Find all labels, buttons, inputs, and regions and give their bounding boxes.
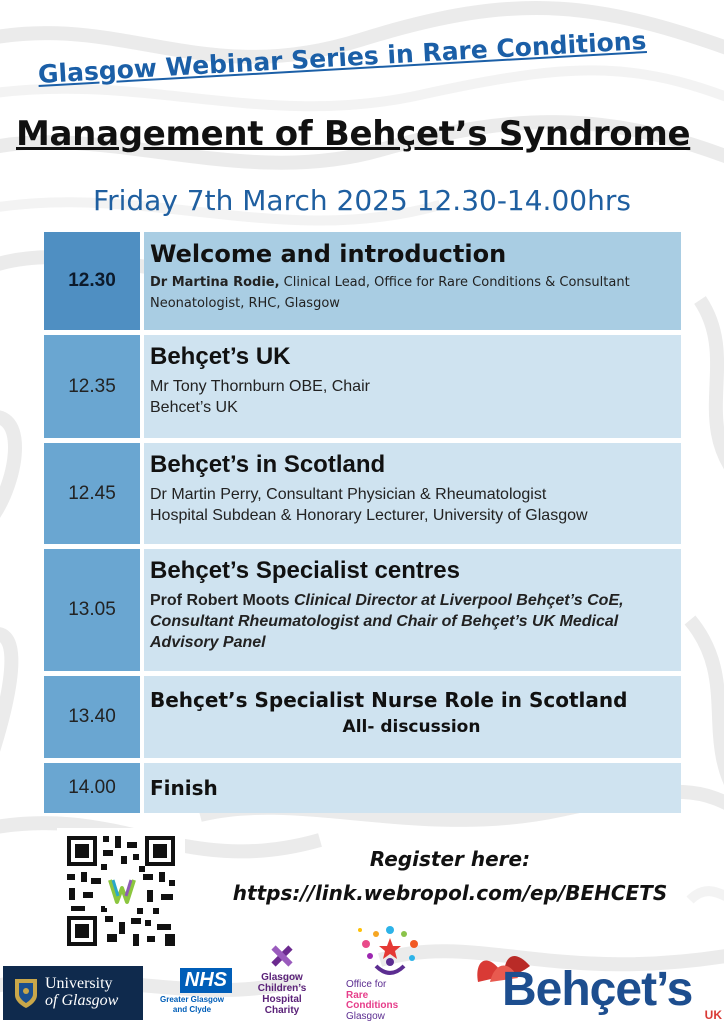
session-title: Behçet’s Specialist centres <box>150 557 460 584</box>
university-name: University <box>45 975 113 993</box>
qr-code-icon <box>57 828 185 954</box>
crest-icon <box>13 977 39 1009</box>
speaker-details <box>150 590 673 653</box>
series-title: Glasgow Webinar Series in Rare Conditions <box>37 26 648 89</box>
speaker-details <box>150 273 673 315</box>
session-cell <box>144 443 681 544</box>
charity-logo <box>250 944 314 1022</box>
speaker-line: Dr Martin Perry, Consultant Physician & Rheumatologist <box>150 486 547 503</box>
register-block <box>200 842 700 910</box>
nhs-board: Greater Glasgow <box>159 995 225 1004</box>
schedule-row <box>44 232 681 330</box>
charity-name: Glasgow <box>261 972 303 983</box>
session-title: Welcome and introduction <box>150 240 507 268</box>
main-title: Management of Behçet’s Syndrome <box>16 114 691 154</box>
speaker-line: Hospital Subdean & Honorary Lecturer, University of Glasgow <box>150 507 588 525</box>
nhs-board-cont: and Clyde <box>172 1004 212 1014</box>
speaker-line: Mr Tony Thornburn OBE, Chair <box>150 378 370 395</box>
charity-name: Hospital <box>262 994 302 1005</box>
session-title: Behçet’s in Scotland <box>150 451 386 478</box>
time-cell: 13.40 <box>44 676 140 758</box>
time-cell: 13.05 <box>44 549 140 671</box>
session-cell <box>144 549 681 671</box>
figure-icon <box>346 922 438 976</box>
university-name-cont: of Glasgow <box>45 992 119 1009</box>
schedule-row <box>44 549 681 671</box>
schedule-table <box>44 232 681 818</box>
speaker-role: Clinical Lead, Office for Rare Conditions & Consultant <box>279 275 630 290</box>
register-link[interactable]: https://link.webropol.com/ep/BEHCETS <box>232 881 668 905</box>
office-rare-conditions-logo <box>346 922 438 1022</box>
speaker-line: Behcet’s UK <box>150 399 238 417</box>
time-cell: 12.35 <box>44 335 140 438</box>
session-title: Behçet’s Specialist Nurse Role in Scotland <box>150 688 628 712</box>
charity-name: Children’s <box>257 983 307 994</box>
session-cell <box>144 335 681 438</box>
register-heading: Register here: <box>369 847 531 871</box>
event-date: Friday 7th March 2025 12.30-14.00hrs <box>93 184 631 217</box>
charity-name: Charity <box>264 1005 300 1016</box>
office-name: Conditions <box>346 1000 399 1011</box>
session-cell <box>144 763 681 813</box>
speaker-name: Prof Robert Moots <box>150 592 294 609</box>
qr-code[interactable] <box>57 828 185 954</box>
schedule-row <box>44 763 681 813</box>
behcets-uk-logo <box>470 942 724 1024</box>
session-title: Finish <box>150 776 218 800</box>
speaker-role: Clinical Director at Liverpool Behçet’s CoE, <box>294 592 624 609</box>
time-cell: 14.00 <box>44 763 140 813</box>
speaker-name: Dr Martina Rodie, <box>150 275 280 290</box>
nhs-logo <box>152 968 232 1022</box>
nhs-badge: NHS <box>180 968 232 993</box>
speaker-role-cont: Advisory Panel <box>150 634 266 652</box>
behcets-uk-suffix: UK <box>704 1008 722 1022</box>
schedule-row <box>44 676 681 758</box>
office-name: Glasgow <box>346 1010 385 1022</box>
university-logo <box>3 966 143 1020</box>
behcets-wordmark: Behçet’s <box>502 963 693 1016</box>
schedule-row <box>44 443 681 544</box>
speaker-role-cont: Neonatologist, RHC, Glasgow <box>150 295 340 311</box>
office-name: Office for <box>346 979 387 990</box>
session-cell <box>144 232 681 330</box>
office-name: Rare <box>346 989 369 1001</box>
time-cell: 12.30 <box>44 232 140 330</box>
speaker-role-cont: Consultant Rheumatologist and Chair of Behçet’s UK Medical <box>150 613 619 631</box>
cross-icon <box>270 944 294 968</box>
session-title: Behçet’s UK <box>150 343 291 370</box>
session-note: All- discussion <box>342 717 481 737</box>
schedule-row <box>44 335 681 438</box>
session-cell <box>144 676 681 758</box>
time-cell: 12.45 <box>44 443 140 544</box>
